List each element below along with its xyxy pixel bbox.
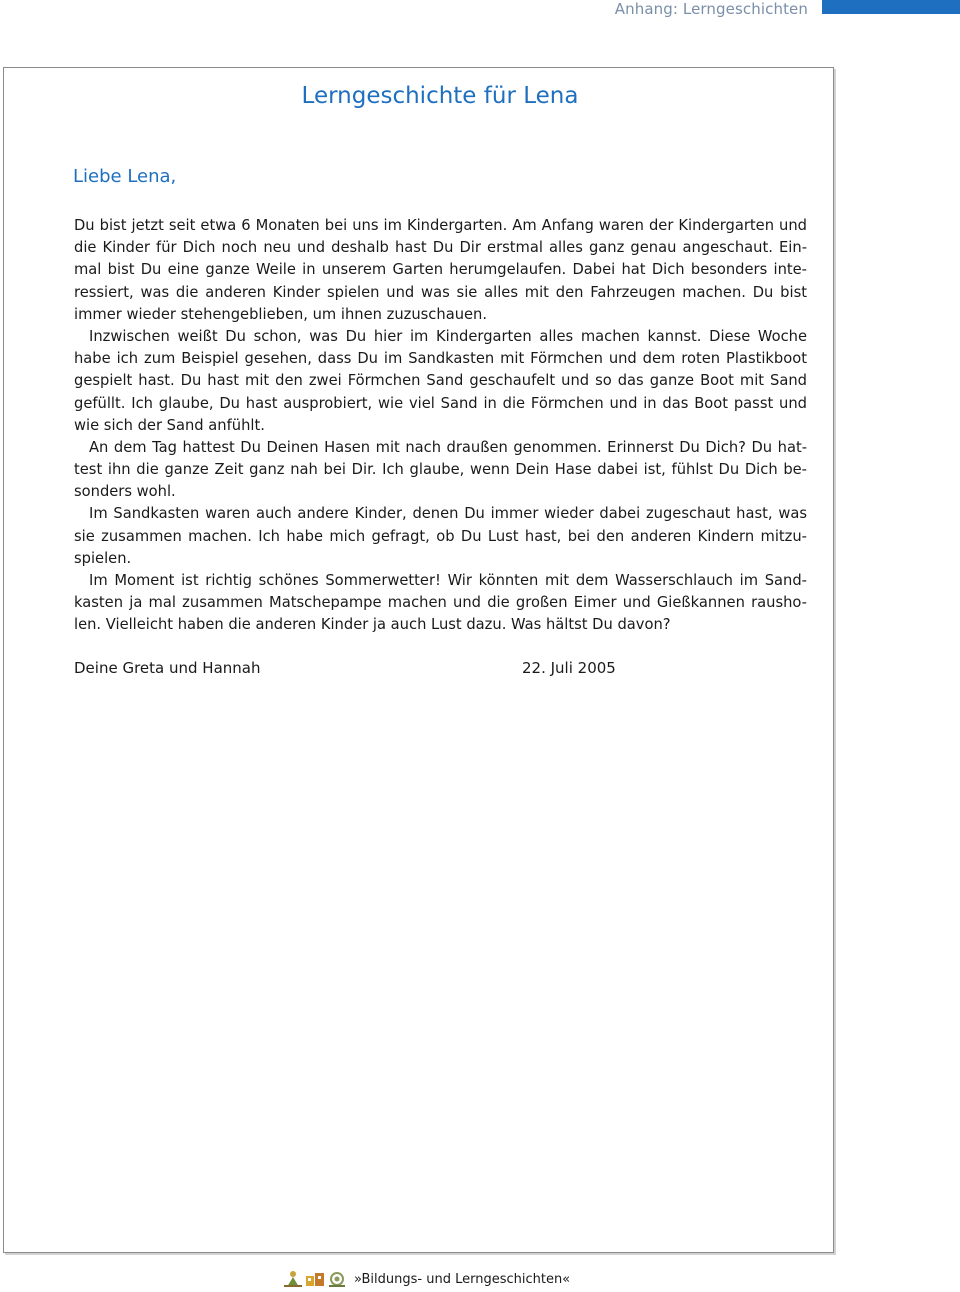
letter-line: immer wieder stehengeblieben, um ihnen zuzuschauen. <box>74 305 488 323</box>
letter-line: ressiert, was die anderen Kinder spielen und was sie alles mit den Fahrzeugen machen. Du bist <box>74 283 807 301</box>
letter-line: Inzwischen weißt Du schon, was Du hier im Kindergarten alles machen kannst. Diese Woche <box>89 327 807 345</box>
letter-date: 22. Juli 2005 <box>522 659 616 677</box>
child-icon <box>282 1270 304 1288</box>
letter-line: An dem Tag hattest Du Deinen Hasen mit nach draußen genommen. Erinnerst Du Dich? Du hat- <box>89 438 807 456</box>
letter-body <box>74 215 807 637</box>
letter-line: die Kinder für Dich noch neu und deshalb hast Du Dir erstmal alles ganz genau angeschaut. Ein- <box>74 239 807 257</box>
header-accent-bar <box>822 0 960 14</box>
letter-line: len. Vielleicht haben die anderen Kinder ja auch Lust dazu. Was hältst Du davon? <box>74 616 671 634</box>
running-head: Anhang: Lerngeschichten <box>614 0 808 18</box>
letter-line: Im Moment ist richtig schönes Sommerwetter! Wir könnten mit dem Wasserschlauch im Sand- <box>89 572 807 589</box>
letter-line: sie zusammen machen. Ich habe mich gefragt, ob Du Lust hast, bei den anderen Kindern mitzu- <box>74 527 807 545</box>
letter-line: Im Sandkasten waren auch andere Kinder, denen Du immer wieder dabei zugeschaut hast, was <box>89 505 807 523</box>
footer-title: »Bildungs- und Lerngeschichten« <box>354 1271 571 1287</box>
letter-line: Du bist jetzt seit etwa 6 Monaten bei uns im Kindergarten. Am Anfang waren der Kindergarten und <box>74 217 807 234</box>
footer <box>282 1270 570 1288</box>
footer-icons <box>282 1270 348 1288</box>
letter-line: kasten ja mal zusammen Matschepampe machen und die großen Eimer und Gießkannen rausho- <box>74 594 807 612</box>
letter-line: test ihn die ganze Zeit ganz nah bei Dir. Ich glaube, wenn Dein Hase dabei ist, fühlst Du Dich be- <box>74 461 807 479</box>
letter-line: sonders wohl. <box>74 483 176 501</box>
letter-line: gespielt hast. Du hast mit den zwei Förmchen Sand geschaufelt und so das ganze Boot mit Sand <box>74 372 807 390</box>
signature: Deine Greta und Hannah <box>74 659 261 677</box>
blocks-icon <box>304 1270 326 1288</box>
letter-line: habe ich zum Beispiel gesehen, dass Du im Sandkasten mit Förmchen und dem roten Plastikboot <box>74 350 807 368</box>
letter-line: wie sich der Sand anfühlt. <box>74 416 265 434</box>
salutation: Liebe Lena, <box>73 166 177 187</box>
page-title: Lerngeschichte für Lena <box>301 83 579 109</box>
snail-icon <box>326 1270 348 1288</box>
letter-line: gefüllt. Ich glaube, Du hast ausprobiert, wie viel Sand in die Förmchen und in das Boot passt und <box>74 394 807 412</box>
letter-line: spielen. <box>74 549 132 567</box>
letter-line: mal bist Du eine ganze Weile in unserem Garten herumgelaufen. Dabei hat Dich besonders inte- <box>74 261 807 279</box>
